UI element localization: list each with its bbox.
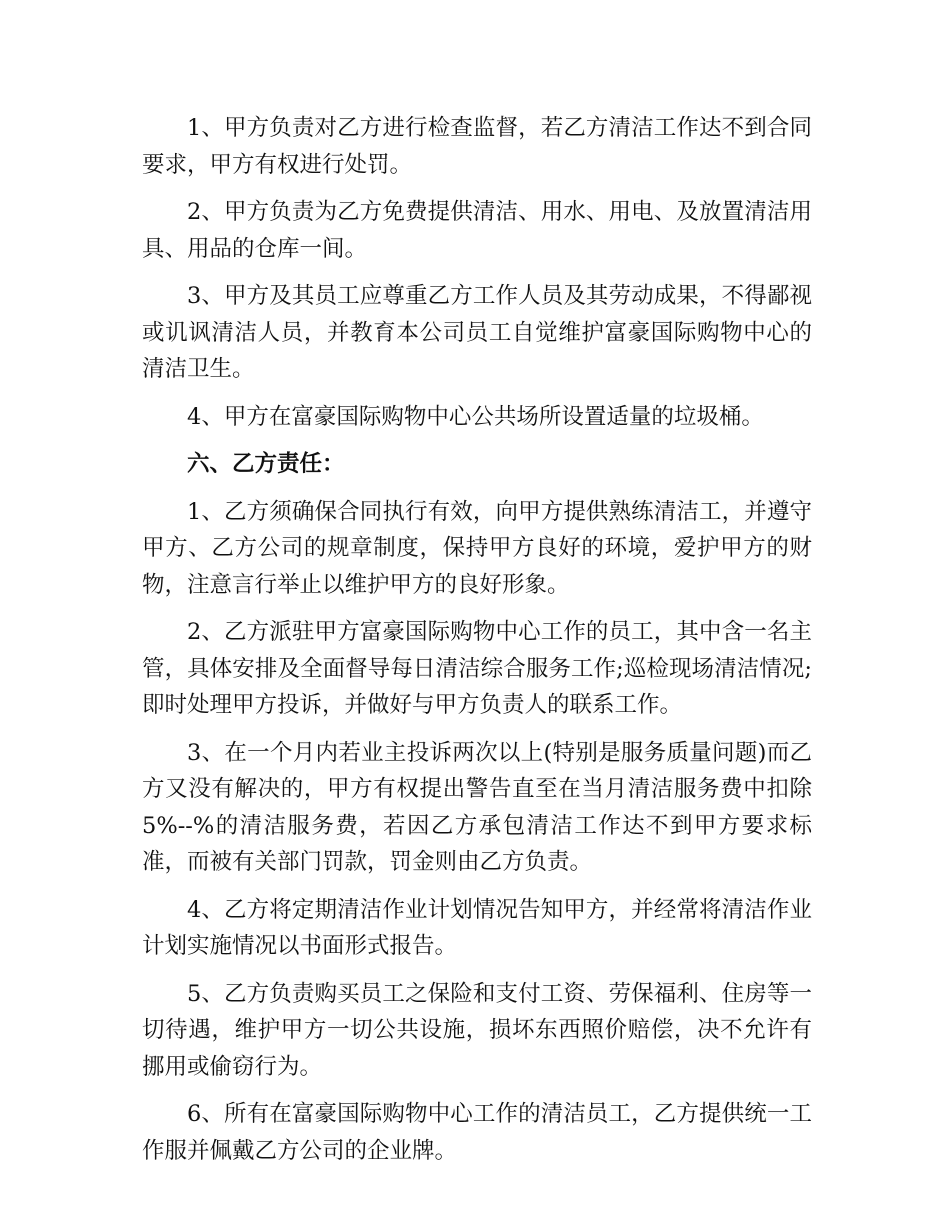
party-b-clause-5: 5、乙方负责购买员工之保险和支付工资、劳保福利、住房等一切待遇，维护甲方一切公共设施，损坏东西照价赔偿，决不允许有挪用或偷窃行为。: [142, 980, 812, 1080]
section-heading-party-b-responsibilities: 六、乙方责任：: [187, 451, 345, 477]
party-a-clause-4: 4、甲方在富豪国际购物中心公共场所设置适量的垃圾桶。: [187, 403, 764, 430]
party-b-clause-1: 1、乙方须确保合同执行有效，向甲方提供熟练清洁工，并遵守甲方、乙方公司的规章制度，保持甲方良好的环境，爱护甲方的财物，注意言行举止以维护甲方的良好形象。: [142, 498, 812, 598]
party-b-clause-4: 4、乙方将定期清洁作业计划情况告知甲方，并经常将清洁作业计划实施情况以书面形式报告。: [142, 896, 812, 959]
document-page: [142, 110, 812, 1180]
party-b-clause-3: 3、在一个月内若业主投诉两次以上(特别是服务质量问题)而乙方又没有解决的，甲方有权提出警告直至在当月清洁服务费中扣除 5%--%的清洁服务费，若因乙方承包清洁工作达不到甲方要求标准，而被有关部门罚款，罚金则由乙方负责。: [142, 739, 812, 875]
party-a-clause-1: 1、甲方负责对乙方进行检查监督，若乙方清洁工作达不到合同要求，甲方有权进行处罚。: [142, 115, 812, 178]
party-b-clause-2: 2、乙方派驻甲方富豪国际购物中心工作的员工，其中含一名主管，具体安排及全面督导每日清洁综合服务工作;巡检现场清洁情况;即时处理甲方投诉，并做好与甲方负责人的联系工作。: [142, 619, 812, 718]
party-a-clause-3: 3、甲方及其员工应尊重乙方工作人员及其劳动成果，不得鄙视或讥讽清洁人员，并教育本公司员工自觉维护富豪国际购物中心的清洁卫生。: [142, 283, 812, 382]
party-b-clause-6: 6、所有在富豪国际购物中心工作的清洁员工，乙方提供统一工作服并佩戴乙方公司的企业牌。: [142, 1101, 812, 1164]
party-a-clause-2: 2、甲方负责为乙方免费提供清洁、用水、用电、及放置清洁用具、用品的仓库一间。: [142, 199, 812, 262]
